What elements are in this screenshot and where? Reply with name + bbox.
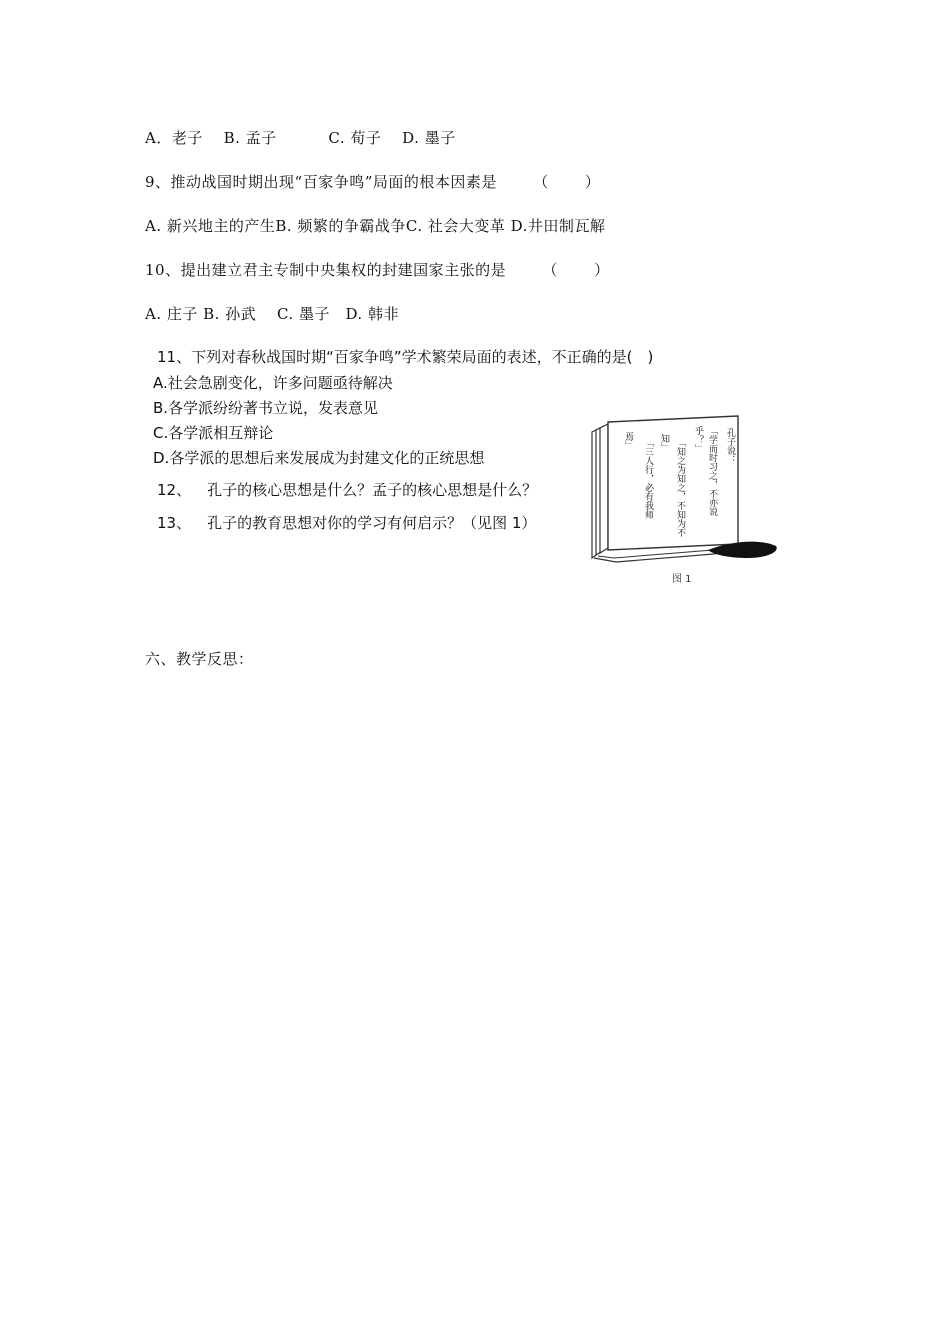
q12-text: 孔子的核心思想是什么？孟子的核心思想是什么？ bbox=[207, 481, 538, 499]
figure-1-book-illustration bbox=[588, 412, 784, 588]
q11-option-c: C.各学派相互辩论 bbox=[153, 424, 274, 442]
q12 bbox=[157, 479, 537, 500]
q11-option-d: D.各学派的思想后来发展成为封建文化的正统思想 bbox=[153, 449, 485, 467]
q13-number: 13、 bbox=[157, 514, 192, 532]
q11-option-a: A.社会急剧变化，许多问题亟待解决 bbox=[153, 374, 393, 392]
section-6-teaching-reflection: 六、教学反思： bbox=[145, 650, 254, 668]
q11-option-b: B.各学派纷纷著书立说，发表意见 bbox=[153, 399, 379, 417]
q10-options: A. 庄子 B. 孙武 C. 墨子 D. 韩非 bbox=[145, 305, 399, 323]
q9-options: A. 新兴地主的产生B. 频繁的争霸战争C. 社会大变革 D.井田制瓦解 bbox=[145, 217, 606, 235]
figure-col-2: 「学而时习之，不亦说 bbox=[707, 426, 717, 516]
figure-col-7: 焉」 bbox=[623, 432, 633, 450]
figure-col-6: 「三人行，必有我师 bbox=[643, 438, 653, 519]
figure-col-5: 知」 bbox=[659, 434, 669, 452]
q12-number: 12、 bbox=[157, 481, 192, 499]
figure-col-4: 「知之为知之，不知为不 bbox=[675, 438, 685, 537]
q13-text: 孔子的教育思想对你的学习有何启示？（见图 1） bbox=[207, 514, 537, 532]
q11-question: 11、下列对春秋战国时期“百家争鸣”学术繁荣局面的表述，不正确的是( ) bbox=[157, 348, 654, 366]
figure-caption: 图 1 bbox=[672, 574, 692, 585]
q13 bbox=[157, 512, 536, 533]
q9-question: 9、推动战国时期出现“百家争鸣”局面的根本因素是 （ ） bbox=[145, 173, 601, 191]
q10-question: 10、提出建立君主专制中央集权的封建国家主张的是 （ ） bbox=[145, 261, 610, 279]
q8-options: A．老子 B. 孟子 C. 荀子 D. 墨子 bbox=[145, 129, 456, 147]
figure-col-3: 乎？」 bbox=[693, 426, 703, 453]
figure-col-1: 孔子说： bbox=[725, 428, 735, 464]
